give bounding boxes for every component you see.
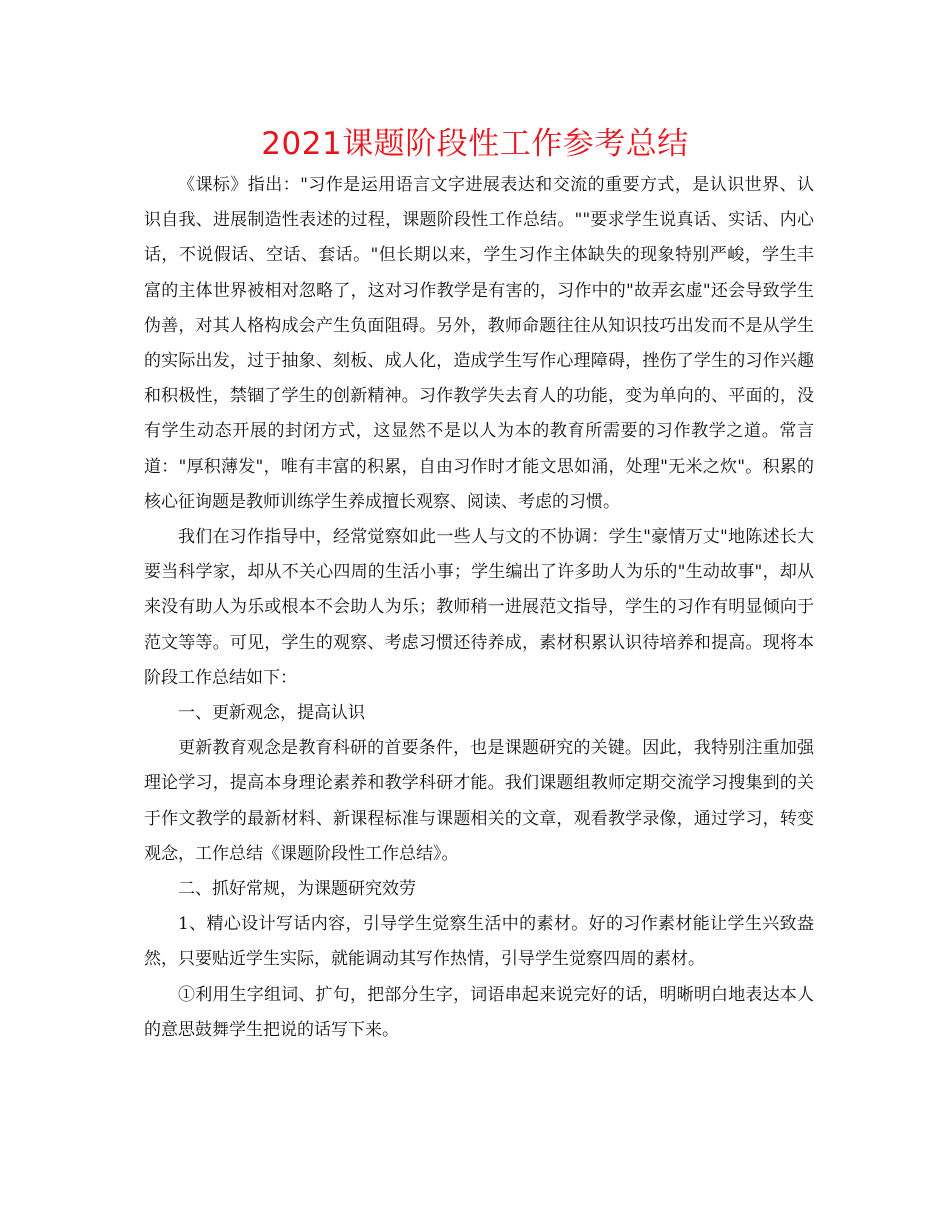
- paragraph-2: 我们在习作指导中，经常觉察如此一些人与文的不协调：学生"豪情万丈"地陈述长大要当科学家，却从不关心四周的生活小事；学生编出了许多助人为乐的"生动故事"，却从来没有助人为乐或根本不会助人为乐；教师稍一进展范文指导，学生的习作有明显倾向于范文等等。可见，学生的观察、考虑习惯还待养成，素材积累认识待培养和提高。现将本阶段工作总结如下：: [144, 527, 814, 688]
- section-heading-1: 一、更新观念，提高认识: [178, 703, 365, 724]
- document-title: 2021课题阶段性工作参考总结: [261, 126, 689, 162]
- paragraph-4: 1、精心设计写话内容，引导学生觉察生活中的素材。好的习作素材能让学生兴致盎然，只要贴近学生实际，就能调动其写作热情，引导学生觉察四周的素材。: [144, 914, 814, 970]
- section-heading-2: 二、抓好常规，为课题研究效劳: [178, 879, 416, 900]
- paragraph-1: 《课标》指出："习作是运用语言文字进展表达和交流的重要方式，是认识世界、认识自我、进展制造性表述的过程，课题阶段性工作总结。""要求学生说真话、实话、内心话，不说假话、空话、套话。"但长期以来，学生习作主体缺失的现象特别严峻，学生丰富的主体世界被相对忽略了，这对习作教学是有害的，习作中的"故弄玄虚"还会导致学生伪善，对其人格构成会产生负面阻碍。另外，教师命题往往从知识技巧出发而不是从学生的实际出发，过于抽象、刻板、成人化，造成学生写作心理障碍，挫伤了学生的习作兴趣和积极性，禁锢了学生的创新精神。习作教学失去育人的功能，变为单向的、平面的，没有学生动态开展的封闭方式，这显然不是以人为本的教育所需要的习作教学之道。常言道："厚积薄发"，唯有丰富的积累，自由习作时才能文思如涌，处理"无米之炊"。积累的核心征询题是教师训练学生养成擅长观察、阅读、考虑的习惯。: [144, 175, 814, 512]
- paragraph-5: ①利用生字组词、扩句，把部分生字，词语串起来说完好的话，明晰明白地表达本人的意思鼓舞学生把说的话写下来。: [144, 984, 814, 1040]
- paragraph-3: 更新教育观念是教育科研的首要条件，也是课题研究的关键。因此，我特别注重加强理论学习，提高本身理论素养和教学科研才能。我们课题组教师定期交流学习搜集到的关于作文教学的最新材料、新课程标准与课题相关的文章，观看教学录像，通过学习，转变观念，工作总结《课题阶段性工作总结》。: [144, 738, 814, 864]
- document-body: [144, 168, 814, 1048]
